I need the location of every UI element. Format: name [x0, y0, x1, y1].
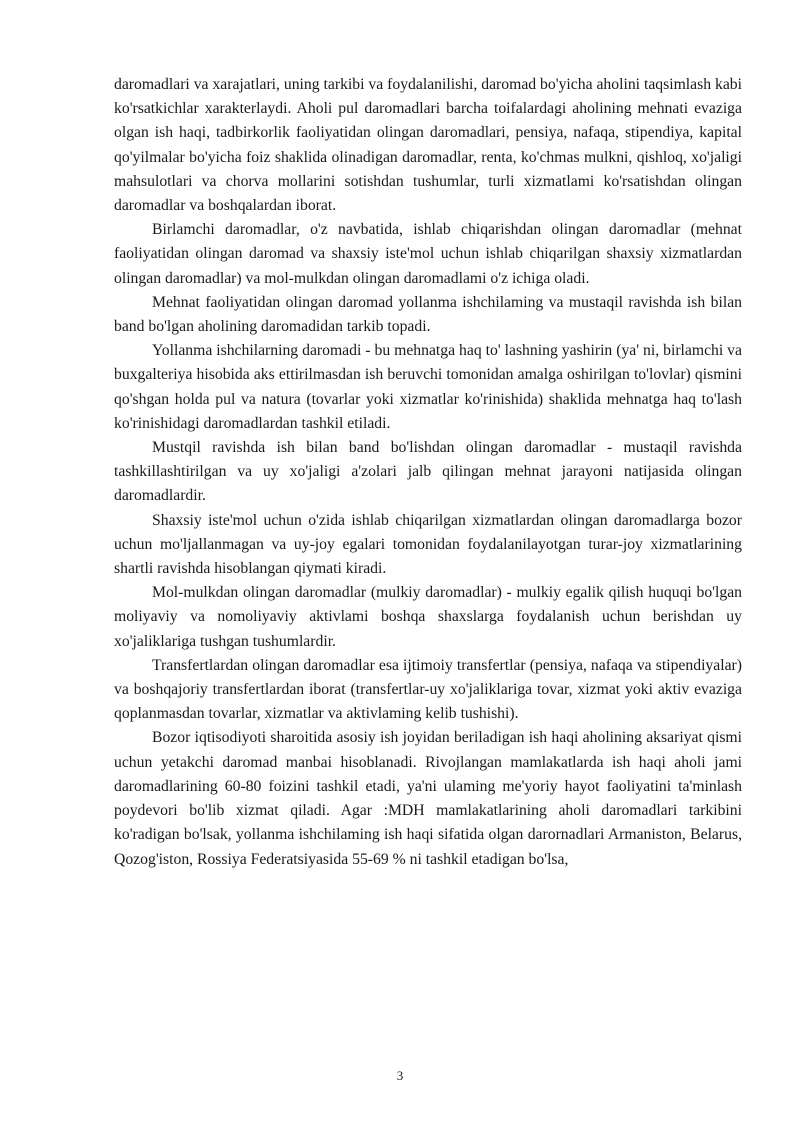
document-page [114, 73, 742, 872]
paragraph-hired-workers-income: Yollanma ishchilarning daromadi - bu mehnatga haq to' lashning yashirin (ya' ni, birlamchi va buxgalteriya hisobida aks ettirilmasdan ish beruvchi tomonidan amalga oshirilgan to'lovlar) qismini qo'shgan holda pul va natura (tovarlar yoki xizmatlar ko'rinishida) shaklida mehnatga haq to'lash ko'rinishidagi daromadlardan tashkil etiladi. [114, 342, 742, 432]
paragraph-property-income: Mol-mulkdan olingan daromadlar (mulkiy daromadlar) - mulkiy egalik qilish huquqi bo'lgan moliyaviy va nomoliyaviy aktivlami boshqa shaxslarga foydalanish uchun berishdan uy xo'jaliklariga tushgan tushumlardir. [114, 584, 742, 650]
paragraph-market-economy-wages: Bozor iqtisodiyoti sharoitida asosiy ish joyidan beriladigan ish haqi aholining aksariyat qismi uchun yetakchi daromad manbai hisoblanadi. Rivojlangan mamlakatlarda ish haqi aholi jami daromadlarining 60-80 foizini tashkil etadi, ya'ni ulaming me'yoriy hayot faoliyatini ta'minlash poydevori bo'lib xizmat qiladi. Agar :MDH mamlakatlarining aholi daromadlari tarkibini ko'radigan bo'lsak, yollanma ishchilaming ish haqi sifatida olgan darornadlari Armaniston, Belarus, Qozog'iston, Rossiya Federatsiyasida 55-69 % ni tashkil etadigan bo'lsa, [114, 729, 742, 868]
paragraph-labor-income: Mehnat faoliyatidan olingan daromad yollanma ishchilaming va mustaqil ravishda ish bilan band bo'lgan aholining daromadidan tarkib topadi. [114, 293, 742, 336]
page-number: 3 [396, 1068, 404, 1083]
paragraph-primary-income: Birlamchi daromadlar, o'z navbatida, ishlab chiqarishdan olingan daromadlar (mehnat faoliyatidan olingan daromad va shaxsiy iste'mol uchun ishlab chiqarilgan shaxsiy xizmatlardan olingan daromadlar) va mol-mulkdan olingan daromadlami o'z ichiga oladi. [114, 221, 742, 287]
paragraph-continued: daromadlari va xarajatlari, uning tarkibi va foydalanilishi, daromad bo'yicha aholini taqsimlash kabi ko'rsatkichlar xarakterlaydi. Aholi pul daromadlari barcha toifalardagi aholining mehnati evaziga olgan ish haqi, tadbirkorlik faoliyatidan olingan daromadlari, pensiya, nafaqa, stipendiya, kapital qo'yilmalar bo'yicha foiz shaklida olinadigan daromadlar, renta, ko'chmas mulkni, qishloq, xo'jaligi mahsulotlari va chorva mollarini sotishdan tushumlar, turli xizmatlami ko'rsatishdan olingan daromadlar va boshqalardan iborat. [114, 76, 742, 215]
paragraph-personal-consumption-income: Shaxsiy iste'mol uchun o'zida ishlab chiqarilgan xizmatlardan olingan daromadlarga bozor uchun mo'ljallanmagan va uy-joy egalari tomonidan foydalanilayotgan turar-joy xizmatlarining shartli ravishda hisoblangan qiymati kiradi. [114, 511, 742, 578]
paragraph-transfer-income: Transfertlardan olingan daromadlar esa ijtimoiy transfertlar (pensiya, nafaqa va stipendiyalar) va boshqajoriy transfertlardan iborat (transfertlar-uy xo'jaliklariga tovar, xizmat yoki aktiv evaziga qoplanmasdan tovarlar, xizmatlar va aktivlaming kelib tushishi). [114, 656, 742, 723]
paragraph-self-employment-income: Mustqil ravishda ish bilan band bo'lishdan olingan daromadlar - mustaqil ravishda tashkillashtirilgan va uy xo'jaligi a'zolari jalb qilingan mehnat jarayoni natijasida olingan daromadlardir. [114, 439, 742, 505]
